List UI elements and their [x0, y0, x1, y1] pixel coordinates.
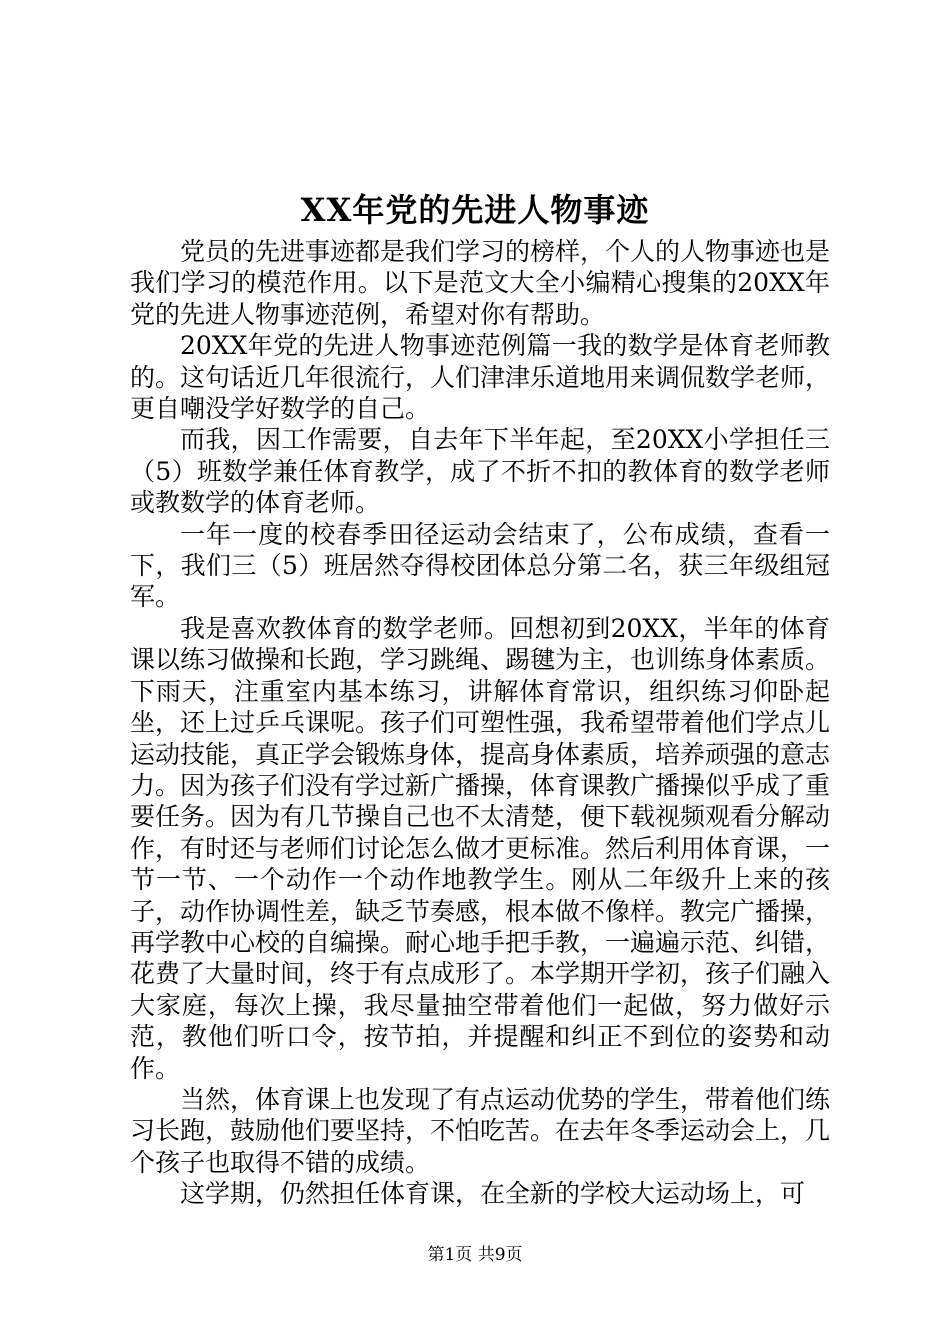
paragraph: 党员的先进事迹都是我们学习的榜样，个人的人物事迹也是我们学习的模范作用。以下是范文大全小编精心搜集的20XX年党的先进人物事迹范例，希望对你有帮助。	[130, 237, 831, 329]
paragraph: 我是喜欢教体育的数学老师。回想初到20XX，半年的体育课以练习做操和长跑，学习跳绳、踢毽为主，也训练身体素质。下雨天，注重室内基本练习，讲解体育常识，组织练习仰卧起坐，还上过乒乓课呢。孩子们可塑性强，我希望带着他们学点儿运动技能，真正学会锻炼身体，提高身体素质，培养顽强的意志力。因为孩子们没有学过新广播操，体育课教广播操似乎成了重要任务。因为有几节操自己也不太清楚，便下载视频观看分解动作，有时还与老师们讨论怎么做才更标准。然后利用体育课，一节一节、一个动作一个动作地教学生。刚从二年级升上来的孩子，动作协调性差，缺乏节奏感，根本做不像样。教完广播操，再学教中心校的自编操。耐心地手把手教，一遍遍示范、纠错，花费了大量时间，终于有点成形了。本学期开学初，孩子们融入大家庭，每次上操，我尽量抽空带着他们一起做，努力做好示范，教他们听口令，按节拍，并提醒和纠正不到位的姿势和动作。	[130, 613, 831, 1083]
paragraph: 20XX年党的先进人物事迹范例篇一我的数学是体育老师教的。这句话近几年很流行，人们津津乐道地用来调侃数学老师，更自嘲没学好数学的自己。	[130, 331, 831, 424]
paragraph: 这学期，仍然担任体育课，在全新的学校大运动场上，可	[180, 1179, 806, 1209]
paragraph: 而我，因工作需要，自去年下半年起，至20XX小学担任三（5）班数学兼任体育教学，成了不折不扣的教体育的数学老师或教数学的体育老师。	[130, 425, 830, 518]
document-title: XX年党的先进人物事迹	[300, 191, 650, 229]
paragraph: 当然，体育课上也发现了有点运动优势的学生，带着他们练习长跑，鼓励他们要坚持，不怕吃苦。在去年冬季运动会上，几个孩子也取得不错的成绩。	[130, 1084, 831, 1177]
paragraph: 一年一度的校春季田径运动会结束了，公布成绩，查看一下，我们三（5）班居然夺得校团体总分第二名，获三年级组冠军。	[130, 519, 830, 612]
page-number-footer: 第1页 共9页	[427, 1245, 523, 1265]
document-body	[130, 236, 830, 1210]
